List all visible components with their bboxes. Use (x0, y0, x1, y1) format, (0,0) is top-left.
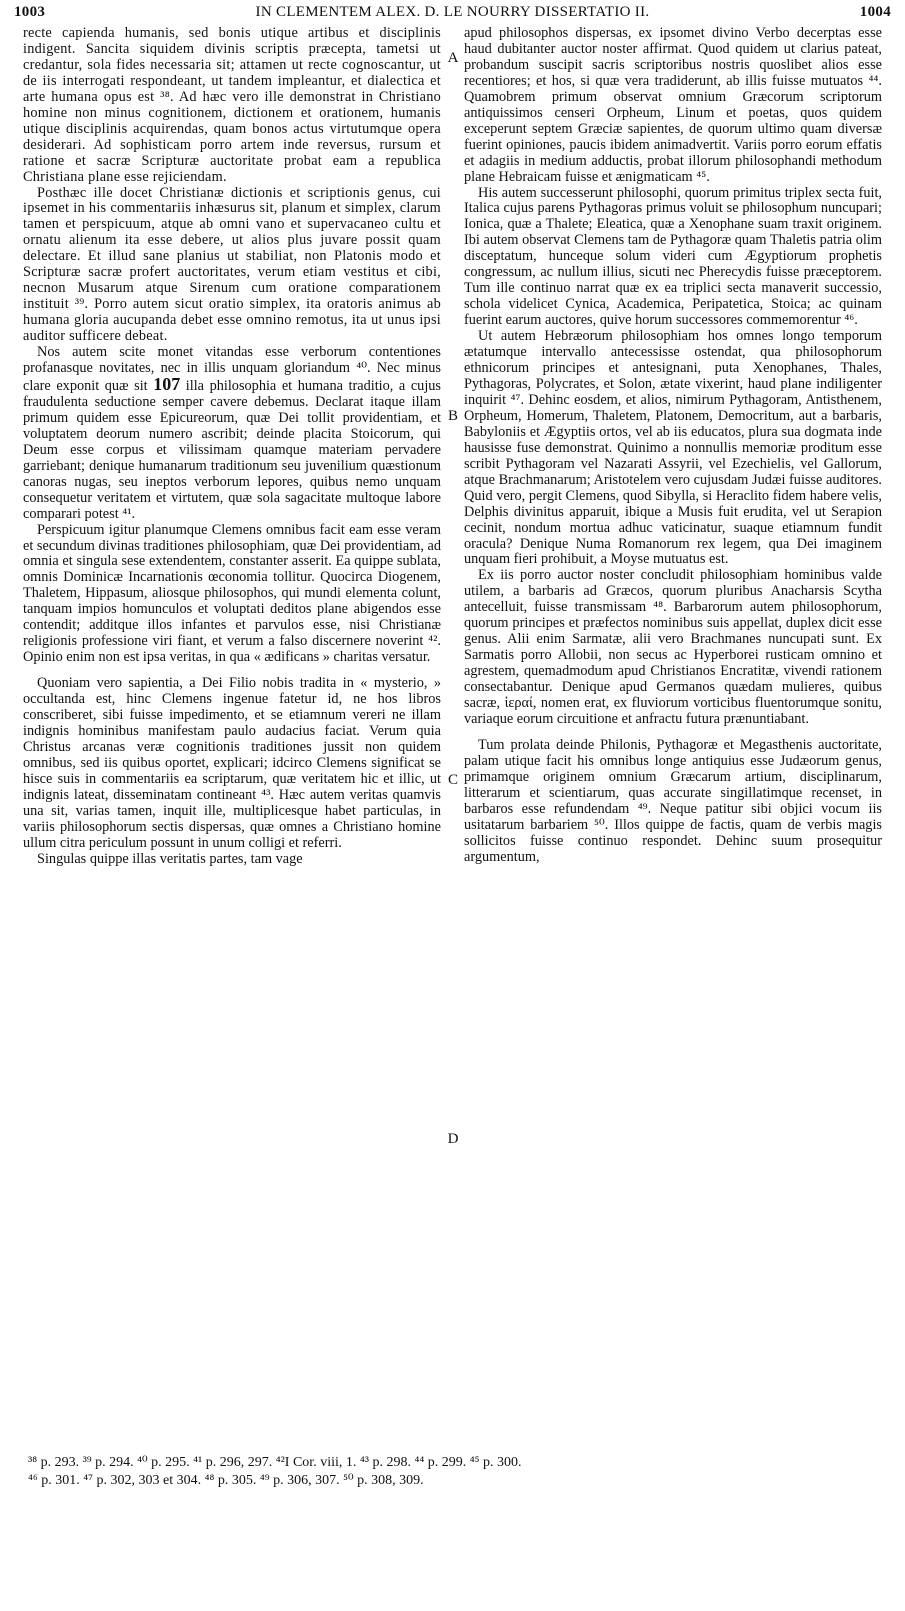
paragraph: Tum prolata deinde Philonis, Pythagoræ et Megasthenis auctoritate, palam utique facit his omnibus longe antiquius esse Judæorum genus, primamque originem omnium Græcarum artium, disciplinarum, litterarum et scientiarum, quas accurate singillatimque recenset, in barbaros esse refundendam ⁴⁹. Neque patitur sibi objici vocum iis usitatarum barbariem ⁵⁰. Illos quippe de factis, quam de verbis magis sollicitos fuisse continuo respondet. Dehinc suum prosequitur argumentum, (464, 736, 882, 865)
left-column (23, 26, 441, 1451)
paragraph: Quoniam vero sapientia, a Dei Filio nobis tradita in « mysterio, » occultanda est, hinc Clemens ingenue fatetur id, ne hos libros conscriberet, sibi fuisse impedimento, et se etiamnum vereri ne illam indignis hominibus manifestam paulo audacius faciat. Verum quia Christus arcanas veræ cognitionis traditiones jussit non quidem omnibus, sed iis quibus oportet, explicari; idcirco Clemens significat se hisce suis in commentariis ea scriptarum, quæ veritatem hic et illic, ut indignis lateat, disseminatam contineant ⁴³. Hæc autem veritas quamvis una sit, varias tamen, inquit ille, multiplicesque habet particulas, in variis philosophorum sectis dispersas, quæ omnes a Christiano homine ullum citra periculum possunt in unum colligi et referri. (23, 675, 441, 851)
page-number-left: 1003 (14, 4, 46, 20)
footnotes (28, 1454, 885, 1490)
page-number-right: 1004 (859, 4, 891, 20)
paragraph-text: Nos autem scite monet vitandas esse verborum contentiones profanasque novitates, nec in illis unquam gloriandum ⁴⁰. Nec minus clare exponit quæ sit (23, 344, 441, 394)
running-title: IN CLEMENTEM ALEX. D. LE NOURRY DISSERTATIO II. (255, 4, 650, 20)
column-number: 107 (153, 373, 181, 394)
paragraph: Perspicuum igitur planumque Clemens omnibus facit eam esse veram et secundum divinas traditiones philosophiam, quæ Dei providentiam, ad omnia et singula sese extendentem, constanter asserit. Ea quippe sublata, omnis Dominicæ Incarnationis œconomia tollitur. Quocirca Diogenem, Thaletem, Hippasum, aliosque philosophos, qui mundi elementa colunt, tanquam impios homunculos et voluptati deditos plane abigendos esse contendit; additque illos infantes et parvulos esse, nisi Christianæ religionis professione viri fiant, et verum a falso discernere noverint ⁴². Opinio enim non est ipsa veritas, in qua « ædificans » charitas versatur. (23, 521, 441, 666)
paragraph: Ex iis porro auctor noster concludit philosophiam hominibus valde utilem, a barbaris ad Græcos, quorum pluribus Anacharsis Scytha antecelluit, fuisse transmissam ⁴⁸. Barbarorum autem philosophorum, quorum principes et præfectos nominibus suis appellat, duplex dicit esse genus. Alii enim Sarmatæ, alii vero Brachmanes nuncupati sunt. Ex Sarmatis porro Allobii, non secus ac Hyperborei rusticam omnino et agrestem, quemadmodum apud Christianos Encratitæ, vivendi rationem consectabantur. Denique apud Germanos quædam mulieres, quibus sacræ, ἱεραί, nomen erat, ex fluviorum vorticibus fluentorumque sonitu, variaque eorum circuitione et anfractu futura prænuntiabant. (464, 567, 882, 727)
margin-marker-c: C (447, 772, 458, 788)
paragraph: His autem successerunt philosophi, quorum primitus triplex secta fuit, Italica cujus parens Pythagoras primus voluit se philosophum nuncupari; Ionica, quæ a Thalete; Eleatica, quæ a Xenophane suam traxit originem. Ibi autem observat Clemens tam de Pythagoræ quam Thaletis patria olim disceptatum, hunceque solum videri cum Ægyptiorum prophetis congressum, ac nullum illius, sicuti nec Pherecydis fuisse præceptorem. Tum ille continuo narrat quæ ex ea triplici secta manaverit successio, schola videlicet Cynica, Academica, Peripatetica, Stoica; ac quinam fuerint earum auctores, quive horum successores commemorentur ⁴⁶. (464, 184, 882, 329)
paragraph: Singulas quippe illas veritatis partes, tam vage (37, 850, 303, 867)
margin-marker-b: B (447, 408, 458, 424)
footnote-line: ⁴⁶ p. 301. ⁴⁷ p. 302, 303 et 304. ⁴⁸ p. 305. ⁴⁹ p. 306, 307. ⁵⁰ p. 308, 309. (28, 1473, 424, 1488)
right-column (464, 26, 882, 1451)
paragraph: apud philosophos dispersas, ex ipsomet divino Verbo decerptas esse haud dubitanter auctor noster affirmat. Quod quidem ut clarius pateat, probandum suscipit sacris scriptoribus nostris quoslibet alios esse recentiores; et hos, si quæ vera tradiderunt, ab illis fuisse mutuatos ⁴⁴. Quamobrem primum observat omnium Græcorum scriptorum antiquissimos censeri Orpheum, Linum et poetas, quos quidem exceperunt septem Græciæ sapientes, de quorum ultimo quam diversæ fuerint opiniones, paucis ibidem animadvertit. Variis porro eorum effatis et adagiis in medium adductis, probat illorum philosophandi methodum plane Hebraicam fuisse et ænigmaticam ⁴⁵. (464, 26, 882, 185)
margin-marker-d: D (447, 1131, 459, 1147)
margin-marker-a: A (447, 50, 459, 66)
footnote-line: ³⁸ p. 293. ³⁹ p. 294. ⁴⁰ p. 295. ⁴¹ p. 296, 297. ⁴²I Cor. viii, 1. ⁴³ p. 298. ⁴⁴ p. 299. ⁴⁵ p. 300. (28, 1455, 522, 1470)
paragraph (23, 345, 441, 522)
paragraph: recte capienda humanis, sed bonis utique artibus et disciplinis indigent. Sancita siquidem divinis scriptis præcepta, tametsi ut credantur, sola fides necessaria sit; attamen ut recte cognoscantur, ut de iis interrogati respondeant, ut tandem impleantur, et dialectica et arte humana opus est ³⁸. Ad hæc vero ille demonstrat in Christiano homine non minus cognitionem, dictionem et orationem, humanis utique disciplinis acquirendas, quam bonos actus virtutumque opera desiderari. Ad sophisticam porro artem inde reversus, rursum et ratione et sacræ Scripturæ auctoritate probat eam a republica Christiana plane esse rejiciendam. (23, 26, 441, 185)
paragraph-text: illa philosophia et humana traditio, a cujus fraudulenta seductione semper cavere debemus. Declarat itaque illam primum quidem esse Epicureorum, quæ Dei tollit providentiam, et voluptatem deorum numero ascribit; deinde placita Stoicorum, qui Deum esse corpus et vilissimam quamque materiam pervadere garriebant; denique humanarum traditionum seu juvenilium quæstionum canoras nugas, seu ineptos verborum lepores, quibus nemo unquam consequetur veritatem et virtutem, quæ sola sagacitate multoque labore comparari potest ⁴¹. (23, 377, 441, 522)
paragraph: Ut autem Hebræorum philosophiam hos omnes longo temporum ætatumque intervallo antecessisse ostendat, qua philosophorum ethnicorum principes et antesignani, puta Xenophanes, Thales, Pythagoras, Polycrates, et Solon, ætate vixerint, haud plane indiligenter inquirit ⁴⁷. Dehinc eosdem, et alios, nimirum Pythagoram, Antisthenem, Orpheum, Homerum, Thaletem, Platonem, Democritum, aut a barbaris, Babyloniis et Ægyptiis ortos, vel ab iis educatos, plura sua dogmata inde hausisse fuse demonstrat. Quinimo a nonnullis memoriæ proditum esse scribit Pythagoram vel Nazarati Assyrii, vel Ezechielis, vel Gallorum, atque Brachmanarum; Aristotelem vero cujusdam Judæi fuisse auditores. Quid vero, pergit Clemens, quod Sibylla, si Heraclito fidem habere velis, Delphis divinitus apparuit, ibique a Musis fuit erudita, vel ut Serapion cecinit, nondum mortua adhuc vaticinatur, suaque etiamnum fundit oracula? Denique Numa Romanorum rex legem, qua Dei imaginem unquam fieri prohibuit, a Moyse mutuatus est. (464, 328, 882, 568)
running-header (14, 4, 891, 26)
paragraph: Posthæc ille docet Christianæ dictionis et scriptionis genus, cui ipsemet in his commentariis inhæsurus sit, planum et simplex, clarum tamen et perspicuum, atque ab omni vano et supervacaneo cultu et ornatu alienum ita esse debere, ut alios plus juvare possit quam delectare. Et illud sane planius ut stabiliat, non Platonis modo et Scripturæ sacræ profert auctoritates, verum etiam vestitus et cibi, necnon Musarum atque Sirenum cum oratione comparationem instituit ³⁹. Porro autem sicut oratio simplex, ita oratoris animus ab humana gloria aucupanda debet esse omnino remotus, ita ut unus ipsi auditor sufficere debeat. (23, 184, 441, 345)
